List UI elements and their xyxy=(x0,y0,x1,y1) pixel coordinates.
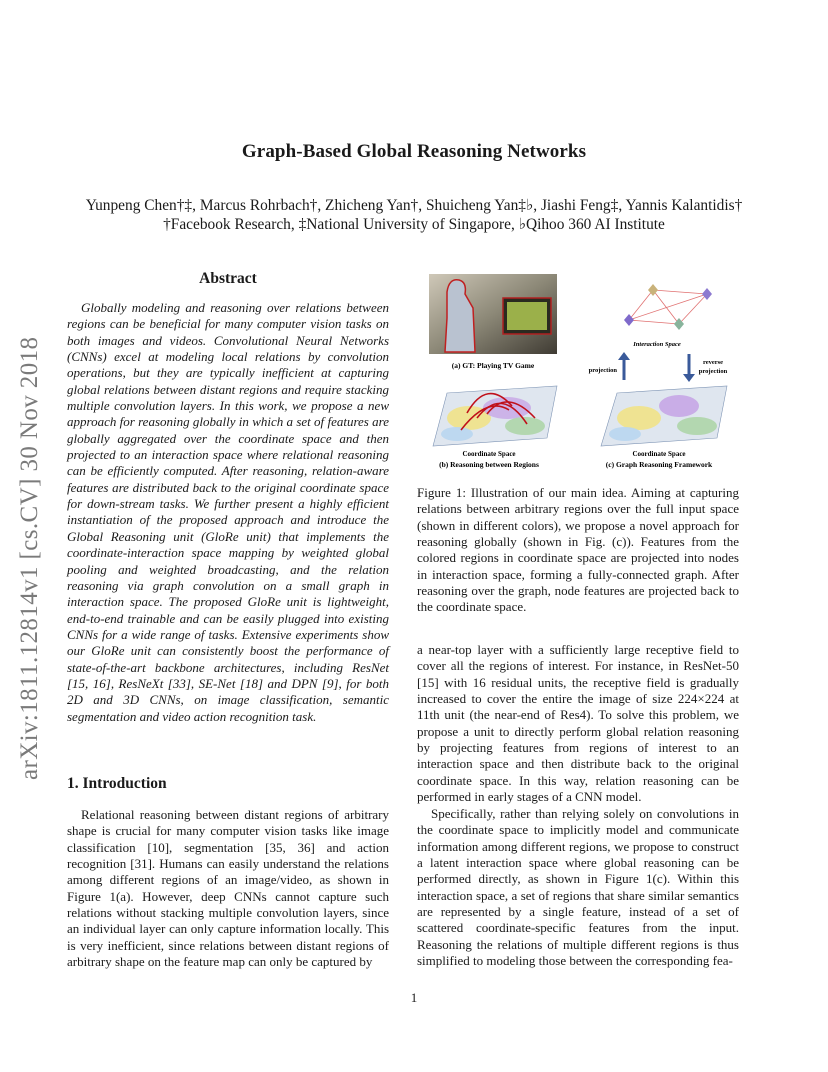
coord-label-b: Coordinate Space xyxy=(462,450,516,458)
coordinate-space-c xyxy=(601,386,727,446)
intro-paragraph-3: Specifically, rather than relying solely on convolutions in the coordinate space to implicitly model and communicate information among different regions, we propose to construct a latent interaction space where global reasoning can be performed directly, as shown in Figure 1(c). Within this interaction space, a set of regions that share similar semantics are represented by a single feature, instead of a set of scattered coordinate-specific features from the input. Reasoning the relations of multiple different regions is thus simplified to modeling those between the corresponding fea- xyxy=(417,806,739,969)
figure-1 xyxy=(417,268,739,480)
coordinate-space-b xyxy=(433,386,557,446)
intro-paragraph-2: a near-top layer with a sufficiently large receptive field to cover all the regions of interest. For instance, in ResNet-50 [15] with 16 residual units, the receptive field is gradually increased to cover the entire the image of size 224×224 at 11th unit (the near-end of Res4). To solve this problem, we propose a unit to directly perform global relation reasoning by projecting features from regions of interest to an interaction space and then distribute back to the original coordinate space. In this way, relation reasoning can be performed in early stages of a CNN model. xyxy=(417,642,739,805)
figure-1-illustration xyxy=(417,268,739,480)
label-c: (c) Graph Reasoning Framework xyxy=(605,460,713,469)
projection-label: projection xyxy=(588,367,617,374)
author-list: Yunpeng Chen†‡, Marcus Rohrbach†, Zhicheng Yan†, Shuicheng Yan‡♭, Jiashi Feng‡, Yannis Kalantidis† xyxy=(85,197,743,214)
interaction-space-label: Interaction Space xyxy=(633,341,681,348)
arxiv-identifier: arXiv:1811.12814v1 [cs.CV] 30 Nov 2018 xyxy=(16,336,43,780)
interaction-graph xyxy=(624,284,712,330)
intro-heading: 1. Introduction xyxy=(67,775,167,792)
intro-paragraph-1: Relational reasoning between distant regions of arbitrary shape is crucial for many computer vision tasks like image classification [10], segmentation [35, 36] and action recognition [31]. Humans can easily understand the relations among different regions of an image/video, as shown in Figure 1(a). However, deep CNNs cannot capture such relations without stacking multiple convolution layers, since an individual layer can only capture information locally. This is very inefficient, since relations between distant regions of arbitrary shape on the feature map can only be captured by xyxy=(67,807,389,970)
label-b: (b) Reasoning between Regions xyxy=(439,460,539,469)
abstract-text: Globally modeling and reasoning over relations between regions can be beneficial for many computer vision tasks on both images and videos. Convolutional Neural Networks (CNNs) excel at modeling local relations by convolution operations, but they are typically inefficient at capturing global relations between distant regions and require stacking multiple convolution layers. In this work, we propose a new approach for reasoning globally in which a set of features are globally aggregated over the coordinate space and then projected to an interaction space where relational reasoning can be efficiently computed. After reasoning, relation-aware features are distributed back to the original coordinate space for down-stream tasks. We further present a highly efficient instantiation of the proposed approach and introduce the Global Reasoning unit (GloRe unit) that implements the coordinate-interaction space mapping by weighted global pooling and weighted broadcasting, and the relation reasoning via graph convolution on a small graph in interaction space. The proposed GloRe unit is lightweight, end-to-end trainable and can be easily plugged into existing CNNs for a wide range of tasks. Extensive experiments show our GloRe unit can consistently boost the performance of state-of-the-art backbone architectures, including ResNet [15, 16], ResNeXt [33], SE-Net [18] and DPN [9], for both 2D and 3D CNNs, on image classification, semantic segmentation and video action recognition task. xyxy=(67,300,389,724)
figure-1-caption: Figure 1: Illustration of our main idea. Aiming at capturing relations between arbitrary regions over the full input space (shown in different colors), we propose a novel approach for reasoning globally (shown in Fig. (c)). Features from the colored regions in coordinate space are projected into nodes in interaction space, forming a fully-connected graph. After reasoning over the graph, node features are projected back to the coordinate space. xyxy=(417,485,739,615)
photo-panel-a xyxy=(429,274,557,354)
reverse-projection-label: projection xyxy=(698,368,728,375)
coord-label-c: Coordinate Space xyxy=(632,450,686,458)
page-number: 1 xyxy=(410,990,418,1005)
affiliations: †Facebook Research, ‡National University of Singapore, ♭Qihoo 360 AI Institute xyxy=(163,216,665,233)
reverse-label: reverse xyxy=(702,359,724,366)
paper-title: Graph-Based Global Reasoning Networks xyxy=(241,141,587,162)
label-a: (a) GT: Playing TV Game xyxy=(451,361,535,370)
abstract-heading: Abstract xyxy=(199,270,257,287)
